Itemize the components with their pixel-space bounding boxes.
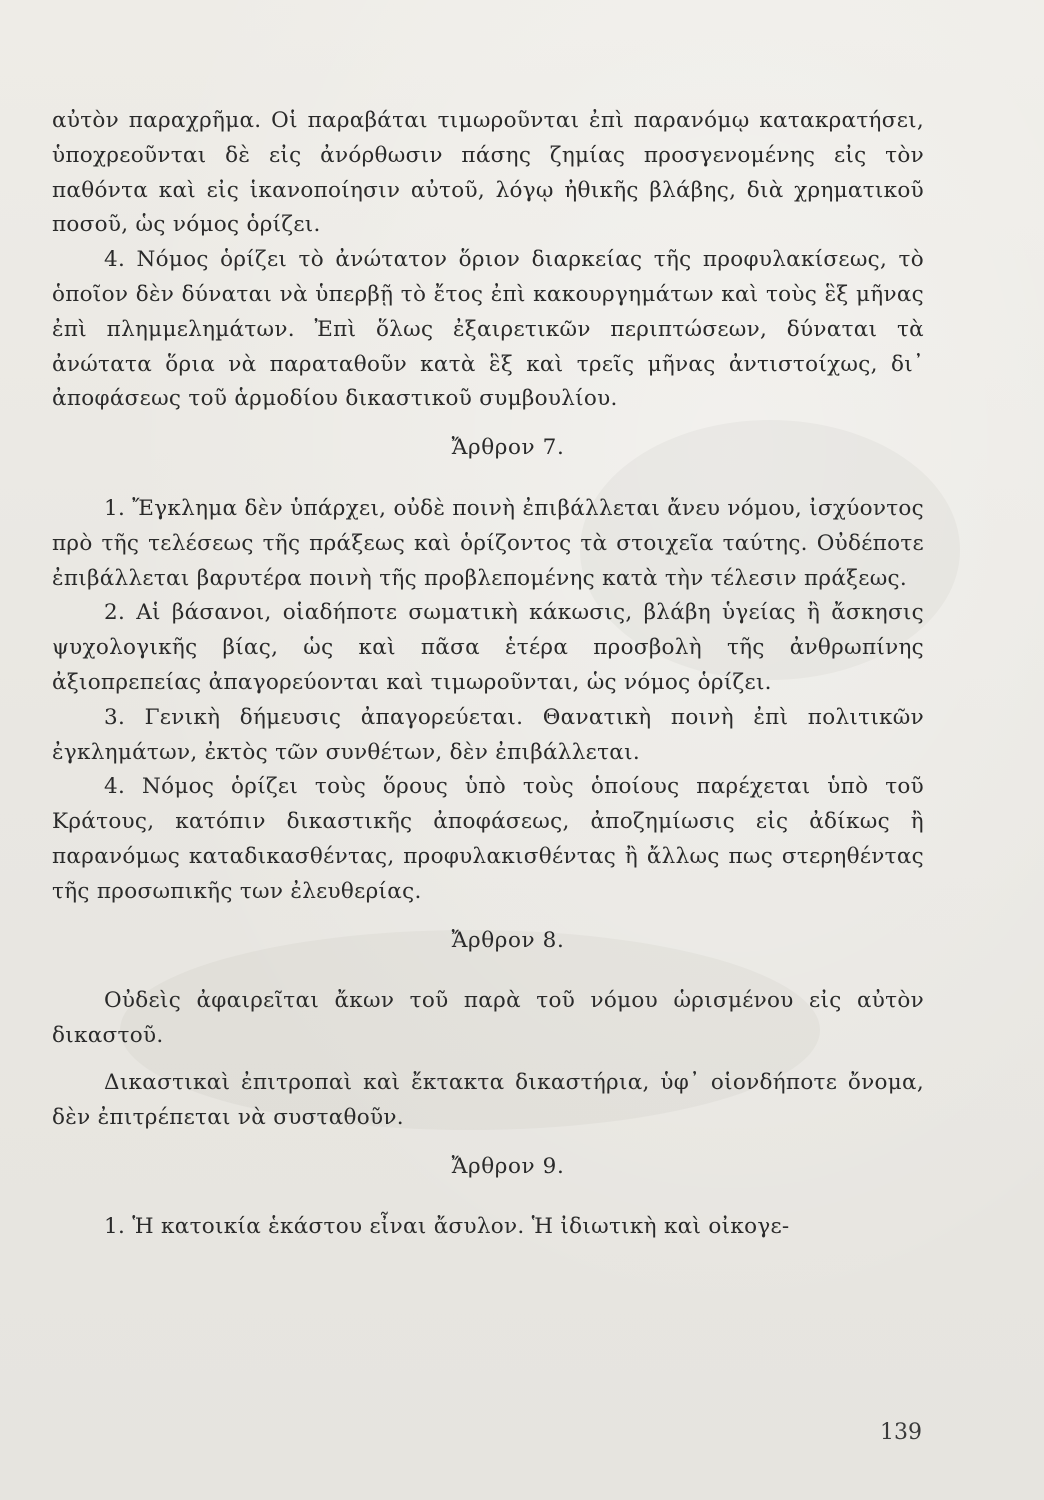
article-8-heading: Ἄρθρον 8. — [451, 927, 565, 953]
page-number: 139 — [880, 1420, 922, 1445]
article-9-heading: Ἄρθρον 9. — [451, 1153, 565, 1179]
page-text — [52, 104, 924, 1245]
paragraph-article7-clause1: 1. Ἔγκλημα δὲν ὑπάρχει, οὐδὲ ποινὴ ἐπιβάλλεται ἄνευ νόμου, ἰσχύοντος πρὸ τῆς τελέσεως τῆς πράξεως καὶ ὁρίζοντος τὰ στοιχεῖα ταύτης. Οὐδέποτε ἐπιβάλλεται βαρυτέρα ποινὴ τῆς προβλεπομένης κατὰ τὴν τέλεσιν πράξεως. — [52, 495, 924, 591]
paragraph-article7-clause4: 4. Νόμος ὁρίζει τοὺς ὅρους ὑπὸ τοὺς ὁποίους παρέχεται ὑπὸ τοῦ Κράτους, κατόπιν δικαστικῆς ἀποφάσεως, ἀποζημίωσις εἰς ἀδίκως ἢ παρανόμως καταδικασθέντας, προφυλακισθέντας ἢ ἄλλως πως στερηθέντας τῆς προσωπικῆς των ἐλευθερίας. — [52, 774, 924, 904]
paragraph-article8-para2: Δικαστικαὶ ἐπιτροπαὶ καὶ ἔκτακτα δικαστήρια, ὑφ᾽ οἱονδήποτε ὄνομα, δὲν ἐπιτρέπεται νὰ συσταθοῦν. — [52, 1069, 924, 1130]
paragraph-article9-clause1: 1. Ἡ κατοικία ἑκάστου εἶναι ἄσυλον. Ἡ ἰδιωτικὴ καὶ οἰκογε- — [104, 1214, 790, 1240]
article-7-heading: Ἄρθρον 7. — [451, 435, 565, 461]
paragraph-article6-clause4: 4. Νόμος ὁρίζει τὸ ἀνώτατον ὅριον διαρκείας τῆς προφυλακίσεως, τὸ ὁποῖον δὲν δύναται νὰ ὑπερβῇ τὸ ἔτος ἐπὶ κακουργημάτων καὶ τοὺς ἓξ μῆνας ἐπὶ πλημμεληµάτων. Ἐπὶ ὅλως ἐξαιρετικῶν περιπτώσεων, δύναται τὰ ἀνώτατα ὅρια νὰ παραταθοῦν κατὰ ἓξ καὶ τρεῖς μῆνας ἀντιστοίχως, δι᾽ ἀποφάσεως τοῦ ἁρμοδίου δικαστικοῦ συμβουλίου. — [52, 247, 924, 412]
paragraph-article7-clause2: 2. Αἱ βάσανοι, οἱαδήποτε σωματικὴ κάκωσις, βλάβη ὑγείας ἢ ἄσκησις ψυχολογικῆς βίας, ὡς καὶ πᾶσα ἑτέρα προσβολὴ τῆς ἀνθρωπίνης ἀξιοπρεπείας ἀπαγορεύονται καὶ τιμωροῦνται, ὡς νόμος ὁρίζει. — [52, 600, 924, 695]
paragraph-article8-para1: Οὐδεὶς ἀφαιρεῖται ἄκων τοῦ παρὰ τοῦ νόμου ὡρισμένου εἰς αὐτὸν δικαστοῦ. — [52, 988, 924, 1049]
paragraph-continuation: αὐτὸν παραχρῆμα. Οἱ παραβάται τιμωροῦνται ἐπὶ παρανόμῳ κατακρατήσει, ὑποχρεοῦνται δὲ εἰς ἀνόρθωσιν πάσης ζημίας προσγενομένης εἰς τὸν παθόντα καὶ εἰς ἱκανοποίησιν αὐτοῦ, λόγῳ ἠθικῆς βλάβης, διὰ χρηματικοῦ ποσοῦ, ὡς νόμος ὁρίζει. — [52, 108, 924, 238]
paragraph-article7-clause3: 3. Γενικὴ δήμευσις ἀπαγορεύεται. Θανατικὴ ποινὴ ἐπὶ πολιτικῶν ἐγκλημάτων, ἐκτὸς τῶν συνθέτων, δὲν ἐπιβάλλεται. — [52, 704, 924, 765]
